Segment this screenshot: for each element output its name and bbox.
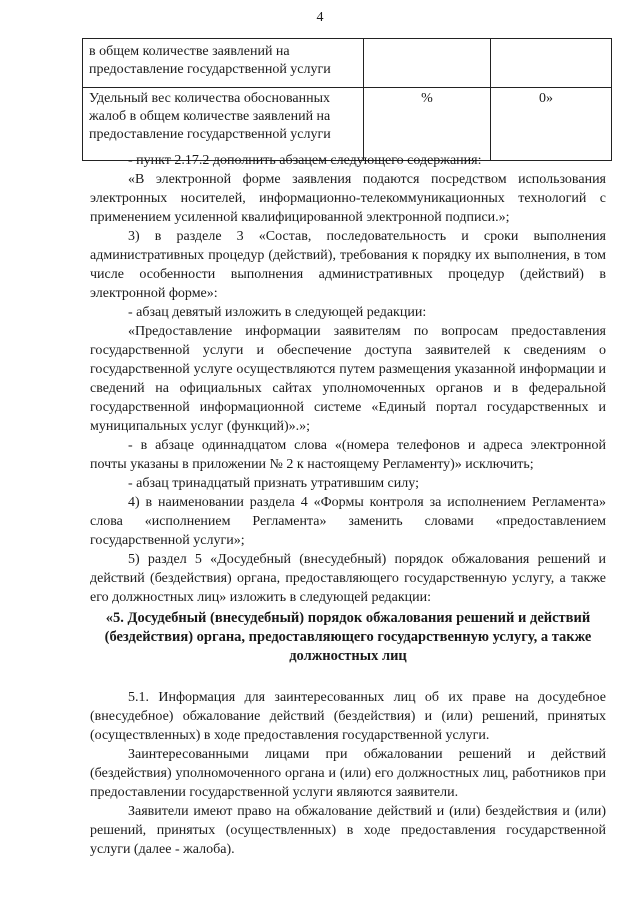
paragraph: 3) в разделе 3 «Состав, последовательность и сроки выполнения административных процедур (действий), требования к порядку их выполнения, в том числе особенности выполнения административных процедур (действий) в электронной форме»: bbox=[90, 229, 606, 301]
value-cell: 0» bbox=[491, 88, 612, 161]
unit-cell: % bbox=[364, 88, 491, 161]
table-row bbox=[83, 88, 612, 161]
section-paragraph: 5.1. Информация для заинтересованных лиц об их праве на досудебное (внесудебное) обжалование действий (бездействия) и (или) решений, принятых (осуществленных) в ходе предоставления государственной услуги. bbox=[90, 690, 606, 743]
paragraph: 5) раздел 5 «Досудебный (внесудебный) порядок обжалования решений и действий (бездействия) органа, предоставляющего государственную услугу, а также его должностных лиц» изложить в следующей редакции: bbox=[90, 552, 606, 605]
paragraph: - в абзаце одиннадцатом слова «(номера телефонов и адреса электронной почты указаны в приложении № 2 к настоящему Регламенту)» исключить; bbox=[90, 438, 606, 472]
page-number: 4 bbox=[316, 10, 324, 25]
table-row bbox=[83, 39, 612, 88]
value-cell bbox=[491, 39, 612, 88]
spacer bbox=[90, 666, 606, 688]
paragraph: - абзац тринадцатый признать утратившим силу; bbox=[128, 476, 419, 491]
section-paragraph: Заинтересованными лицами при обжаловании решений и действий (бездействия) уполномоченного органа и (или) его должностных лиц, работников при предоставлении государственной услуги являются заявители. bbox=[90, 747, 606, 800]
section-heading: «5. Досудебный (внесудебный) порядок обжалования решений и действий (бездействия) органа, предоставляющего государственную услугу, а также должностных лиц bbox=[104, 610, 592, 664]
unit-cell bbox=[364, 39, 491, 88]
section-paragraph: Заявители имеют право на обжалование действий и (или) бездействия и (или) решений, принятых (осуществленных) в ходе предоставления государственной услуги (далее - жалоба). bbox=[90, 804, 606, 857]
indicator-name-cell: Удельный вес количества обоснованных жалоб в общем количестве заявлений на предоставление государственной услуги bbox=[83, 88, 364, 161]
paragraph: 4) в наименовании раздела 4 «Формы контроля за исполнением Регламента» слова «исполнением Регламента» заменить словами «предоставлением государственной услуги»; bbox=[90, 495, 606, 548]
indicators-table bbox=[82, 38, 612, 161]
paragraph: «Предоставление информации заявителям по вопросам предоставления государственной услуги и обеспечение доступа заявителей к сведениям о государственной услуге осуществляются путем размещения указанной информации и сведений на официальных сайтах уполномоченных органов и в федеральной государственной информационной системе «Единый портал государственных и муниципальных услуг (функций)».»; bbox=[90, 324, 606, 434]
document-body bbox=[90, 151, 606, 859]
paragraph: - абзац девятый изложить в следующей редакции: bbox=[128, 305, 427, 320]
indicator-name-cell: в общем количестве заявлений на предоставление государственной услуги bbox=[83, 39, 364, 88]
paragraph: «В электронной форме заявления подаются посредством использования электронных носителей, информационно-телекоммуникационных технологий с применением усиленной квалифицированной электронной подписи.»; bbox=[90, 172, 606, 225]
paragraph: - пункт 2.17.2 дополнить абзацем следующего содержания: bbox=[128, 153, 482, 168]
